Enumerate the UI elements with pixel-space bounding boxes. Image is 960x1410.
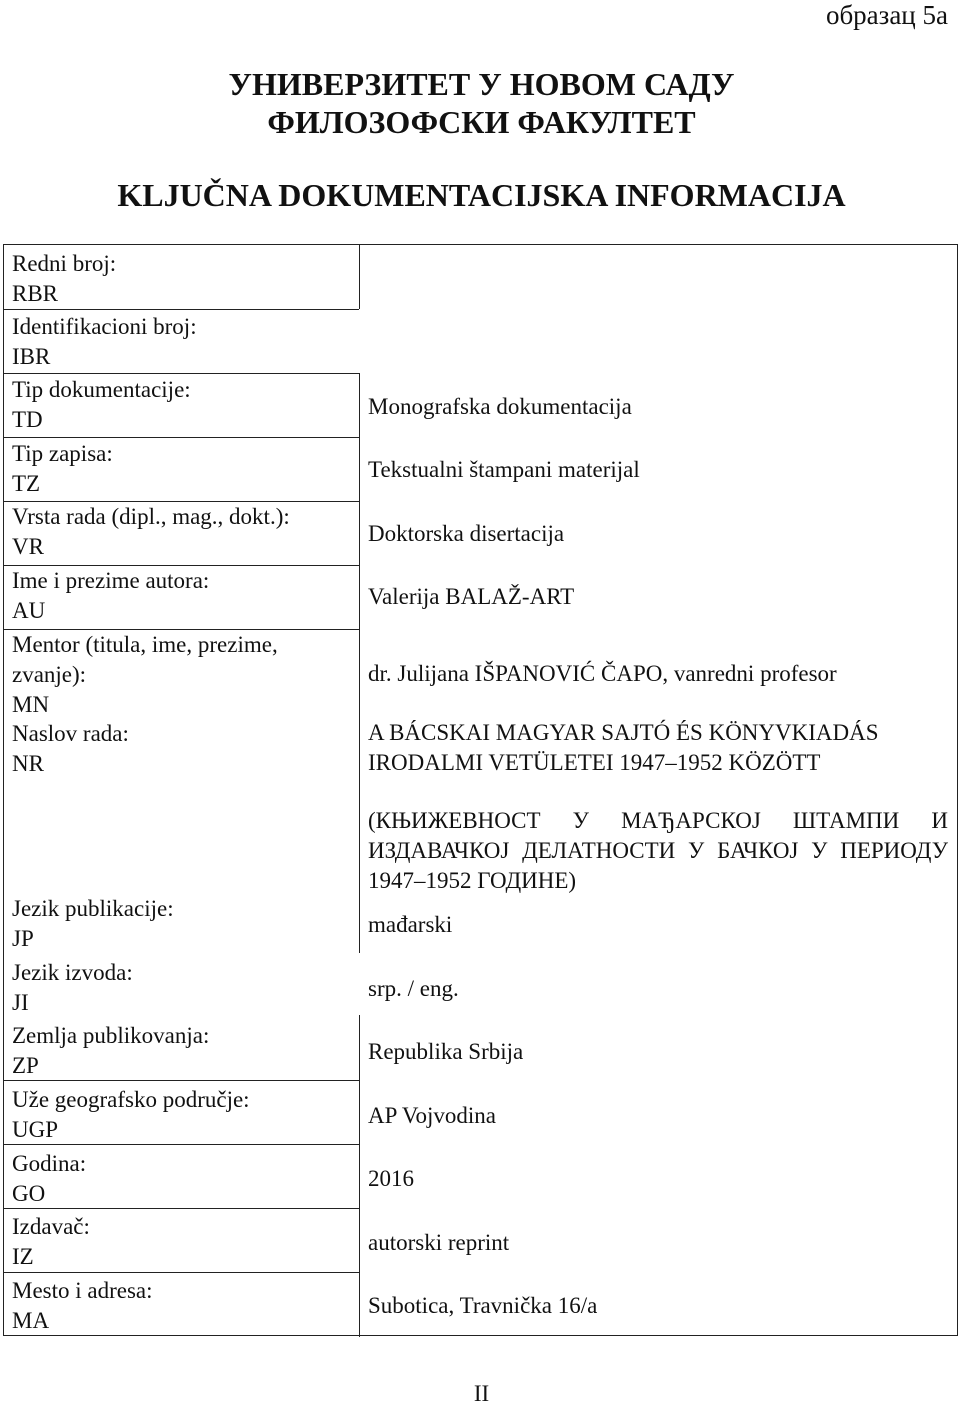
field-code: JI [12, 990, 29, 1015]
field-tip-dokumentacije [12, 375, 191, 435]
value-izdavac: autorski reprint [368, 1230, 510, 1255]
field-jezik-izvoda [12, 958, 133, 1018]
form-label: образац 5а [825, 0, 948, 30]
field-label: Zemlja publikovanja: [12, 1023, 210, 1048]
field-code: JP [12, 926, 34, 951]
field-izdavac [12, 1212, 90, 1272]
value-tip-dokumentacije: Monografska dokumentacija [368, 394, 632, 419]
field-code: UGP [12, 1117, 59, 1142]
field-label: Tip dokumentacije: [12, 377, 191, 402]
field-code: VR [12, 534, 44, 559]
field-label: Godina: [12, 1151, 87, 1176]
column-divider [359, 1015, 360, 1337]
field-code: AU [12, 598, 46, 623]
field-code: ZP [12, 1053, 39, 1078]
field-geografsko-podrucje [12, 1085, 250, 1145]
field-label: Tip zapisa: [12, 441, 113, 466]
value-autor: Valerija BALAŽ-ART [368, 584, 575, 609]
field-jezik-publikacije [12, 894, 174, 954]
field-label: Uže geografsko područje: [12, 1087, 250, 1112]
value-godina: 2016 [368, 1166, 414, 1191]
field-naslov-rada [12, 719, 129, 779]
field-autor [12, 566, 209, 626]
field-vrsta-rada [12, 502, 290, 562]
field-code: GO [12, 1181, 46, 1206]
row-divider [4, 1272, 359, 1273]
field-label: Ime i prezime autora: [12, 568, 210, 593]
field-label: Jezik izvoda: [12, 960, 133, 985]
page-number: II [473, 1381, 490, 1406]
field-label: Vrsta rada (dipl., mag., dokt.): [12, 504, 290, 529]
field-label: Naslov rada: [12, 721, 129, 746]
field-code: TD [12, 407, 43, 432]
field-label: Izdavač: [12, 1214, 90, 1239]
value-naslov-rada: A BÁCSKAI MAGYAR SAJTÓ ÉS KÖNYVKIADÁS IRODALMI VETÜLETEI 1947–1952 KÖZÖTT [368, 720, 879, 775]
field-label: Identifikacioni broj: [12, 314, 197, 339]
column-divider [359, 373, 360, 953]
field-mentor [12, 630, 332, 720]
field-zemlja-publikovanja [12, 1021, 209, 1081]
field-code: IZ [12, 1244, 34, 1269]
university-name: УНИВЕРЗИТЕТ У НОВОМ САДУ [228, 66, 735, 102]
row-divider [4, 373, 359, 374]
field-code: TZ [12, 471, 41, 496]
field-tip-zapisa [12, 439, 113, 499]
field-label: Redni broj: [12, 251, 117, 276]
value-vrsta-rada: Doktorska disertacija [368, 521, 565, 546]
field-redni-broj [12, 249, 116, 309]
document-title: KLJUČNA DOKUMENTACIJSKA INFORMACIJA [117, 177, 846, 213]
field-label: Jezik publikacije: [12, 896, 174, 921]
value-zemlja-publikovanja: Republika Srbija [368, 1039, 524, 1064]
row-divider [4, 309, 359, 310]
field-code: MA [12, 1308, 50, 1333]
field-code: NR [12, 751, 44, 776]
field-code: MN [12, 692, 50, 717]
value-jezik-izvoda: srp. / eng. [368, 976, 459, 1001]
field-label: Mesto i adresa: [12, 1278, 153, 1303]
faculty-name: ФИЛОЗОФСКИ ФАКУЛТЕТ [267, 104, 696, 140]
value-naslov-prevod: (КЊИЖЕВНОСТ У МАЂАРСКОЈ ШТАМПИ И ИЗДАВАЧКОЈ ДЕЛАТНОСТИ У БАЧКОЈ У ПЕРИОДУ 1947–1952 ГОДИНЕ) [368, 808, 948, 893]
value-geografsko-podrucje: AP Vojvodina [368, 1103, 497, 1128]
field-godina [12, 1149, 86, 1209]
column-divider [359, 245, 360, 309]
field-mesto-adresa [12, 1276, 153, 1336]
value-jezik-publikacije: mađarski [368, 912, 453, 937]
row-divider [4, 437, 359, 438]
field-code: IBR [12, 344, 51, 369]
field-code: RBR [12, 281, 59, 306]
field-label: Mentor (titula, ime, prezime, zvanje): [12, 632, 278, 687]
value-tip-zapisa: Tekstualni štampani materijal [368, 457, 640, 482]
value-mesto-adresa: Subotica, Travnička 16/a [368, 1293, 598, 1318]
value-mentor: dr. Julijana IŠPANOVIĆ ČAPO, vanredni profesor [368, 661, 837, 686]
field-identifikacioni-broj [12, 312, 197, 372]
